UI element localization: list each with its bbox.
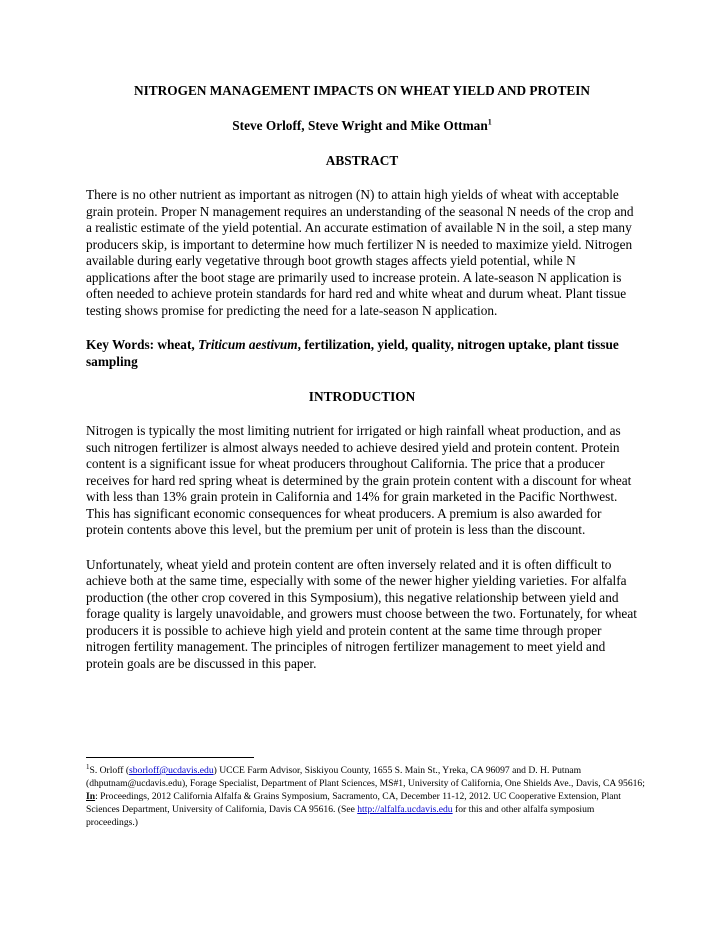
abstract-heading: ABSTRACT — [325, 153, 399, 168]
keywords-prefix: Key Words: wheat, — [86, 337, 199, 352]
introduction-heading: INTRODUCTION — [308, 389, 416, 404]
author-line — [86, 117, 638, 134]
footnote-text-2: ) UCCE Farm Advisor, Siskiyou County, 1655 S. Main St., Yreka, CA 96097 and D. H. Putnam (dhputnam@ucdavis.edu), Forage Specialist, Department of Plant Sciences, MS#1, University of California, One Shields Ave., Davis, CA 95616; — [86, 765, 645, 789]
footnote-marker: 1 — [86, 762, 90, 771]
paper-page — [86, 82, 638, 672]
footnote-text-1: S. Orloff ( — [89, 765, 130, 776]
author-names: Steve Orloff, Steve Wright and Mike Ottman — [232, 118, 488, 133]
footnote-text-4: for this and other alfalfa symposium proceedings.) — [86, 804, 595, 828]
author-footnote-marker[interactable]: 1 — [487, 117, 492, 127]
keywords-species: Triticum aestivum — [198, 337, 298, 352]
footnote-in-label: In — [86, 791, 96, 802]
footnote-text-3: : Proceedings, 2012 California Alfalfa & Grains Symposium, Sacramento, CA, December 11-12, 2012. UC Cooperative Extension, Plant Sciences Department, University of California, Davis CA 95616. (See — [86, 791, 621, 815]
keywords — [86, 337, 638, 370]
footnote-divider — [86, 757, 254, 758]
abstract-text: There is no other nutrient as important as nitrogen (N) to attain high yields of wheat with acceptable grain protein. Proper N management requires an understanding of the seasonal N needs of the crop and a realistic estimate of the yield potential. An accurate estimation of available N in the soil, a step many producers skip, is important to determine how much fertilizer N is needed to maximize yield. Nitrogen available during early vegetative through boot growth stages affects yield potential, while N applications after the boot stage are primarily used to increase protein. A late-season N application is often needed to achieve protein standards for hard red and white wheat and durum wheat. Plant tissue testing shows promise for predicting the need for a late-season N application. — [86, 187, 634, 318]
proceedings-url-link[interactable]: http://alfalfa.ucdavis.edu — [357, 804, 453, 815]
paper-title: NITROGEN MANAGEMENT IMPACTS ON WHEAT YIELD AND PROTEIN — [134, 83, 590, 98]
intro-paragraph-2: Unfortunately, wheat yield and protein content are often inversely related and it is often difficult to achieve both at the same time, especially with some of the newer higher yielding varieties. For alfalfa production (the other crop covered in this Symposium), this negative relationship between yield and forage quality is largely unavoidable, and growers must choose between the two. Fortunately, for wheat producers it is possible to achieve high yield and protein content at the same time through proper nitrogen fertility management. The principles of nitrogen fertilizer management to meet yield and protein goals are be discussed in this paper. — [86, 556, 637, 671]
footnote — [86, 764, 646, 829]
author-email-link[interactable]: sborloff@ucdavis.edu — [129, 765, 214, 776]
keywords-suffix: , fertilization, yield, quality, nitrogen uptake, plant tissue sampling — [86, 337, 619, 369]
intro-paragraph-1: Nitrogen is typically the most limiting nutrient for irrigated or high rainfall wheat production, and as such nitrogen fertilizer is almost always needed to achieve desired yield and protein content. Protein content is a significant issue for wheat producers throughout California. The price that a producer receives for hard red spring wheat is determined by the grain protein content with a discount for wheat with less than 13% grain protein in California and 14% for grain marketed in the Pacific Northwest. This has significant economic consequences for wheat producers. A premium is also awarded for protein contents above this level, but the premium per unit of protein is less than the discount. — [86, 423, 632, 537]
